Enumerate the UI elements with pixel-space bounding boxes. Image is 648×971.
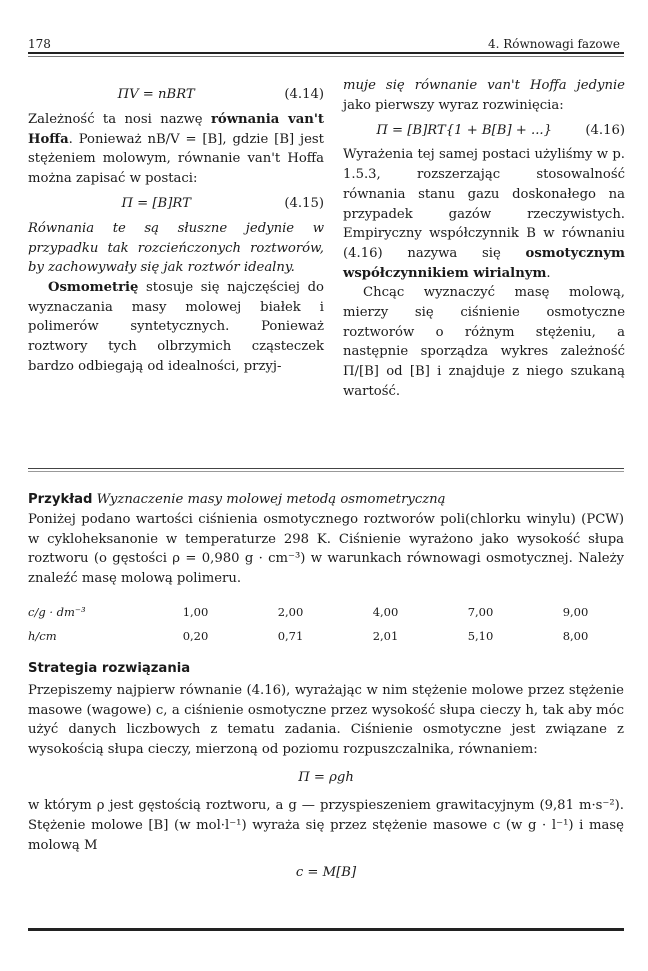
equation-number: (4.15) (284, 195, 324, 211)
paragraph: Równania te są słuszne jedynie w przypadku tak rozcieńczonych roztworów, by zachowywały się jak roztwór idealny. (28, 220, 324, 276)
table-cell: 0,20 (182, 629, 209, 643)
text: Zależność ta nosi nazwę (28, 112, 211, 127)
example-heading (28, 490, 624, 510)
table-row (28, 624, 624, 648)
equation-pressure: Π = ρgh (298, 769, 354, 785)
row-header: h/cm (28, 629, 57, 643)
table-cell: 0,71 (277, 629, 304, 643)
equation-4-16 (343, 115, 625, 145)
equation-number: (4.14) (284, 87, 324, 103)
equation-4-15 (28, 189, 324, 219)
table-row (28, 600, 624, 624)
equation-number: (4.16) (585, 122, 625, 138)
equation-expr: Π = [B]RT{1 + B[B] + ...} (376, 122, 553, 138)
page-number: 178 (28, 37, 51, 51)
running-head: 4. Równowagi fazowe (487, 37, 620, 51)
text: Wyrażenia tej samej postaci użyliśmy w p. 1.5.3, rozszerzając stosowalność równania stanu gazu doskonałego na przypadek gazów rzeczywistych. Empiryczny współczynnik B w równaniu (4.16) nazywa się (343, 147, 625, 261)
equation-expr: Π = [B]RT (121, 195, 191, 211)
table-cell: 2,00 (277, 605, 304, 619)
text-italic: muje się równanie van't Hoffa jedynie (343, 78, 625, 93)
example-box (28, 490, 624, 589)
example-text: Poniżej podano wartości ciśnienia osmotycznego roztworów poli(chlorku winylu) (PCW) w cykloheksanonie w temperaturze 298 K. Ciśnienie wyrażono jako wysokość słupa roztworu (o gęstości ρ = 0,980 g · cm⁻³) w warunkach równowagi osmotycznej. Należy znaleźć masę molową polimeru. (28, 511, 624, 587)
strategy-section (28, 659, 624, 891)
table-cell: 2,01 (372, 629, 399, 643)
text: . (546, 265, 551, 281)
table-cell: 8,00 (562, 629, 589, 643)
strategy-heading: Strategia rozwiązania (28, 661, 191, 676)
equation-4-14 (28, 80, 324, 110)
term-bold: Osmometrię (48, 279, 139, 295)
table-cell: 5,10 (467, 629, 494, 643)
paragraph: w którym ρ jest gęstością roztworu, a g — przyspieszeniem grawitacyjnym (9,81 m·s⁻²). Stężenie molowe [B] (w mol·l⁻¹) wyraża się przez stężenie masowe c (w g · l⁻¹) i masę molową M (28, 797, 624, 853)
header-rule (28, 52, 624, 54)
table-cell: 7,00 (467, 605, 494, 619)
example-label: Przykład (28, 492, 93, 507)
text: stosuje się najczęściej do wyznaczania masy molowej białek i polimerów syntetycznych. Ponieważ roztwory tych olbrzymich cząsteczek bardzo odbiegają od idealności, przyj- (28, 279, 324, 374)
term-bold: równania van't Hoffa (28, 112, 324, 147)
section-separator-thin (28, 471, 624, 472)
table-cell: 9,00 (562, 605, 589, 619)
section-separator (28, 468, 624, 469)
table-cell: 1,00 (182, 605, 209, 619)
header-rule-thin (28, 56, 624, 57)
paragraph (343, 76, 625, 115)
paragraph: Przepiszemy najpierw równanie (4.16), wyrażając w nim stężenie molowe przez stężenie masowe (wagowe) c, a ciśnienie osmotyczne przez wysokość słupa cieczy h, tak aby móc użyć danych liczbowych z tematu zadania. Ciśnienie osmotyczne jest związane z wysokością słupa cieczy, mierzoną od poziomu rozpuszczalnika, równaniem: (28, 682, 624, 758)
example-title: Wyznaczenie masy molowej metodą osmometryczną (96, 492, 446, 507)
right-column (343, 76, 625, 402)
data-table (28, 600, 624, 648)
text: . Ponieważ nB/V = [B], gdzie [B] jest stężeniem molowym, równanie van't Hoffa można zapisać w postaci: (28, 131, 324, 187)
footer-rule (28, 928, 624, 931)
term-bold: osmotycznym współczynnikiem wirialnym (343, 245, 625, 281)
table-cell: 4,00 (372, 605, 399, 619)
row-header: c/g · dm⁻³ (28, 605, 86, 619)
paragraph (343, 145, 625, 283)
equation-concentration: c = M[B] (295, 865, 357, 881)
paragraph: Chcąc wyznaczyć masę molową, mierzy się ciśnienie osmotyczne roztworów o różnym stężeniu, a następnie sporządza wykres zależność Π/[B] od [B] i znajduje z niego szukaną wartość. (343, 285, 625, 399)
paragraph (28, 110, 324, 189)
paragraph (28, 278, 324, 377)
equation-expr: ΠV = nBRT (117, 87, 195, 103)
left-column (28, 80, 324, 376)
text: jako pierwszy wyraz rozwinięcia: (343, 97, 564, 113)
